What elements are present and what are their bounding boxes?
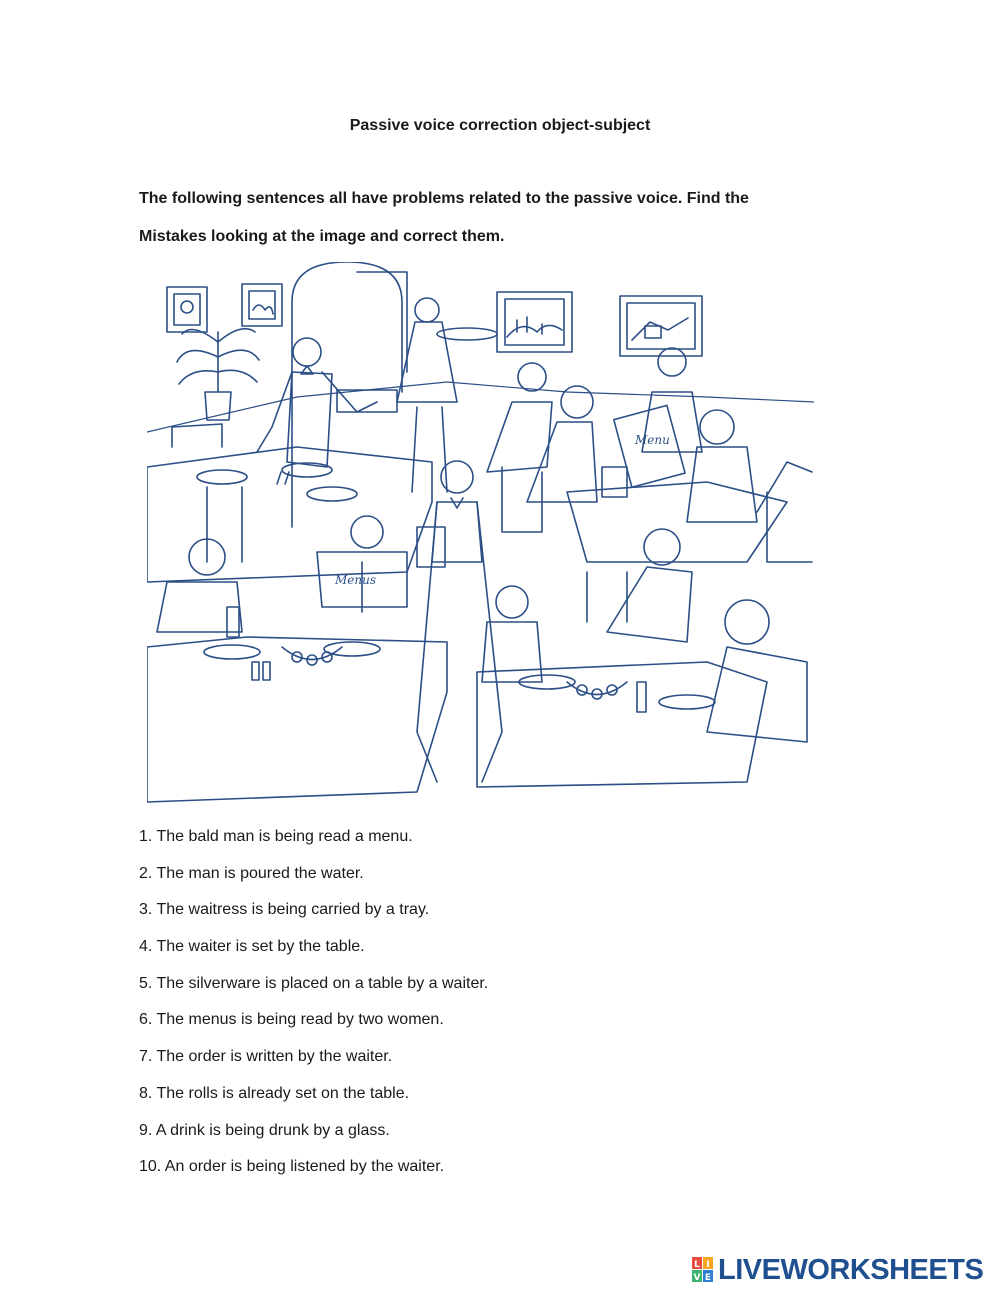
list-item: 1. The bald man is being read a menu.: [139, 828, 413, 845]
list-item: 5. The silverware is placed on a table by a waiter.: [139, 974, 489, 992]
list-item: 7. The order is written by the waiter.: [139, 1048, 393, 1066]
table-back-right: [567, 462, 812, 562]
brand-name: LIVEWORKSHEETS: [718, 1253, 984, 1286]
menu-label-right: Menu: [635, 433, 670, 447]
liveworksheets-logo: [692, 1254, 983, 1286]
instruction-line-1: The following sentences all have problems related to the passive voice. Find the: [139, 190, 749, 207]
liveworksheets-logo-icon: [692, 1257, 714, 1283]
list-item: 9. A drink is being drunk by a glass.: [139, 1121, 390, 1139]
page-title: Passive voice correction object-subject: [349, 117, 651, 134]
svg-text:E: E: [704, 1273, 712, 1283]
back-right-diners: [487, 348, 757, 522]
wall-picture-1: [167, 287, 207, 332]
wall-picture-2: [242, 284, 282, 326]
chairs: [172, 424, 812, 622]
restaurant-illustration: [147, 262, 814, 803]
bearded-man: [707, 600, 807, 742]
list-item: 3. The waitress is being carried by a tray.: [139, 901, 430, 919]
wall-picture-4: [620, 296, 702, 356]
sentence-list: [139, 826, 488, 1193]
menu-label-left: Menus: [335, 573, 377, 587]
wall-picture-3: [497, 292, 572, 352]
svg-text:L: L: [694, 1260, 700, 1270]
woman-with-menu: [317, 516, 407, 612]
list-item: 6. The menus is being read by two women.: [139, 1011, 444, 1029]
list-item: 2. The man is poured the water.: [139, 864, 364, 882]
waitress-with-tray: [337, 298, 497, 492]
list-item: 8. The rolls is already set on the table.: [139, 1084, 410, 1102]
potted-plant: [177, 329, 259, 420]
list-item: 4. The waiter is set by the table.: [139, 938, 365, 956]
man-drinking: [157, 539, 242, 637]
table-front-right: [477, 662, 767, 787]
list-item: 10. An order is being listened by the waiter.: [139, 1158, 445, 1176]
svg-text:V: V: [693, 1273, 701, 1283]
table-front-left: [147, 637, 447, 802]
svg-text:I: I: [706, 1260, 710, 1270]
instruction-line-2: Mistakes looking at the image and correct them.: [139, 228, 505, 245]
